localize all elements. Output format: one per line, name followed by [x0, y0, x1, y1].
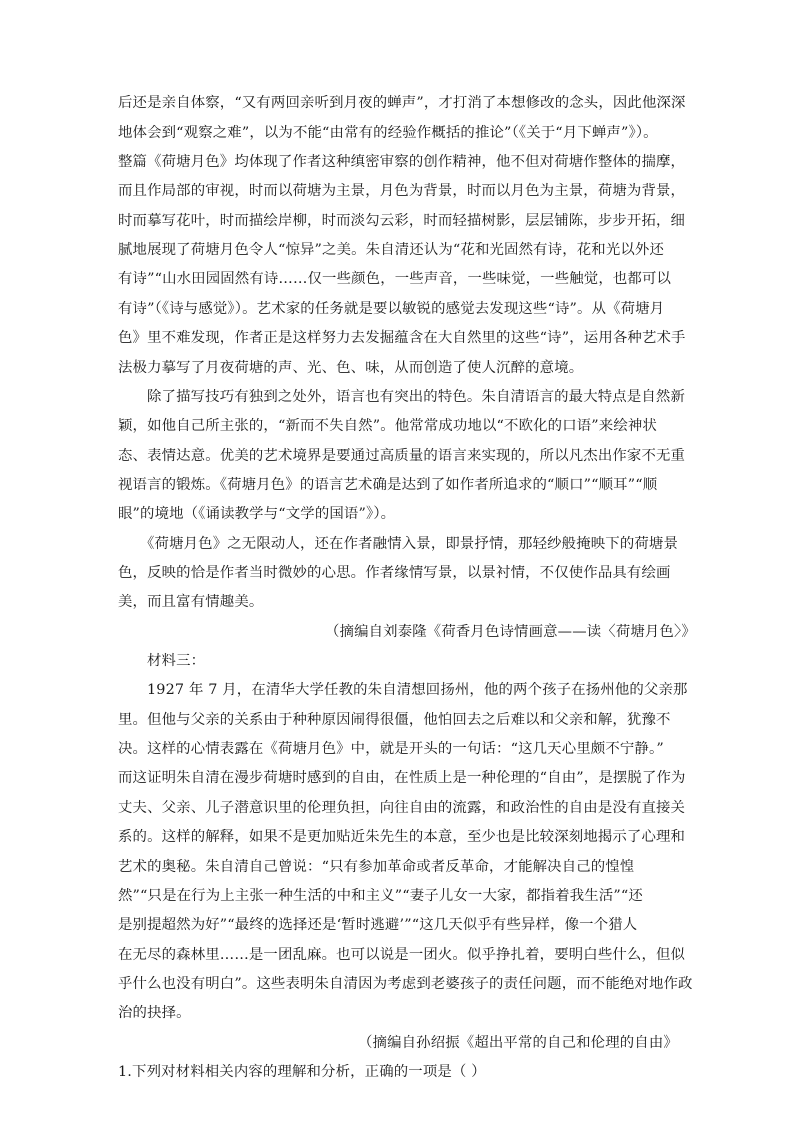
section-heading: 材料三： [147, 653, 206, 669]
text-line: 法极力摹写了月夜荷塘的声、光、色、味，从而创造了使人沉醉的意境。 [118, 360, 584, 376]
text-line: 色》里不难发现，作者正是这样努力去发掘蕴含在大自然里的这些“诗”，运用各种艺术手 [118, 330, 686, 346]
text-line: 美，而且富有情趣美。 [118, 594, 264, 610]
text-line: 颖，如他自己所主张的，“新而不失自然”。他常常成功地以“不欧化的口语”来绘神状 [118, 418, 657, 434]
text-line: 而这证明朱自清在漫步荷塘时感到的自由，在性质上是一种伦理的“自由”，是摆脱了作为 [118, 770, 686, 786]
source-citation: （摘编自孙绍振《超出平常的自己和伦理的自由》 [358, 1035, 678, 1051]
text-line: 地体会到“观察之难”，以为不能“由常有的经验作概括的推论”（《关于“月下蝉声”》）。 [118, 125, 658, 141]
text-line: 决。这样的心情表露在《荷塘月色》中，就是开头的一句话：“这几天心里颇不宁静。” [118, 741, 664, 757]
text-line: 在无尽的森林里……是一团乱麻。也可以说是一团火。似乎挣扎着，要明白些什么，但似 [118, 947, 686, 963]
question-1: 1.下列对材料相关内容的理解和分析，正确的一项是（ ） [118, 1064, 486, 1080]
text-line: 眼”的境地（《诵读教学与“文学的国语”》）。 [118, 506, 396, 522]
text-line: 态、表情达意。优美的艺术境界是要通过高质量的语言来实现的，所以凡杰出作家不无重 [118, 448, 686, 464]
paragraph-start-line: 1927 年 7 月，在清华大学任教的朱自清想回扬州，他的两个孩子在扬州他的父亲那 [147, 682, 688, 698]
text-line: 是别提超然为好”“最终的选择还是‘暂时逃避’”“这几天似乎有些异样，像一个猎人 [118, 917, 638, 933]
text-line: 系的。这样的解释，如果不是更加贴近朱先生的本意，至少也是比较深刻地揭示了心理和 [118, 829, 686, 845]
text-line: 整篇《荷塘月色》均体现了作者这种缜密审察的创作精神，他不但对荷塘作整体的揣摩， [118, 154, 686, 170]
text-line: 然”“只是在行为上主张一种生活的中和主义”“妻子儿女一大家，都指着我生活”“还 [118, 888, 643, 904]
text-line: 后还是亲自体察，“又有两回亲听到月夜的蝉声”，才打消了本想修改的念头，因此他深深 [118, 95, 686, 111]
text-line: 里。但他与父亲的关系由于种种原因闹得很僵，他怕回去之后难以和父亲和解，犹豫不 [118, 712, 671, 728]
text-line: 乎什么也没有明白”。这些表明朱自清因为考虑到老婆孩子的责任问题，而不能绝对地作政 [118, 976, 693, 992]
paragraph-start-line: 《荷塘月色》之无限动人，还在作者融情入景，即景抒情，那轻纱般掩映下的荷塘景 [140, 536, 679, 552]
paragraph-start-line: 除了描写技巧有独到之处外，语言也有突出的特色。朱自清语言的最大特点是自然新 [147, 389, 686, 405]
text-line: 腻地展现了荷塘月色令人“惊异”之美。朱自清还认为“花和光固然有诗，花和光以外还 [118, 242, 664, 258]
text-line: 视语言的锻炼。《荷塘月色》的语言艺术确是达到了如作者所追求的“顺口”“顺耳”“顺 [118, 477, 658, 493]
text-line: 时而摹写花叶，时而描绘岸柳，时而淡勾云彩，时而轻描树影，层层铺陈，步步开拓，细 [118, 213, 686, 229]
text-line: 有诗”（《诗与感觉》）。艺术家的任务就是要以敏锐的感觉去发现这些“诗”。从《荷塘月 [118, 301, 665, 317]
text-line: 色，反映的恰是作者当时微妙的心思。作者缘情写景，以景衬情，不仅使作品具有绘画 [118, 565, 671, 581]
text-line: 而且作局部的审视，时而以荷塘为主景，月色为背景，时而以月色为主景，荷塘为背景， [118, 183, 686, 199]
text-line: 丈夫、父亲、儿子潜意识里的伦理负担，向往自由的流露，和政治性的自由是没有直接关 [118, 800, 686, 816]
source-citation: （摘编自刘泰隆《荷香月色诗情画意——读〈荷塘月色〉》 [325, 624, 696, 640]
text-line: 有诗”“山水田园固然有诗……仅一些颜色，一些声音，一些味觉，一些触觉，也都可以 [118, 271, 672, 287]
text-line: 艺术的奥秘。朱自清自己曾说：“只有参加革命或者反革命，才能解决自己的惶惶 [118, 859, 635, 875]
text-line: 治的抉择。 [118, 1005, 191, 1021]
